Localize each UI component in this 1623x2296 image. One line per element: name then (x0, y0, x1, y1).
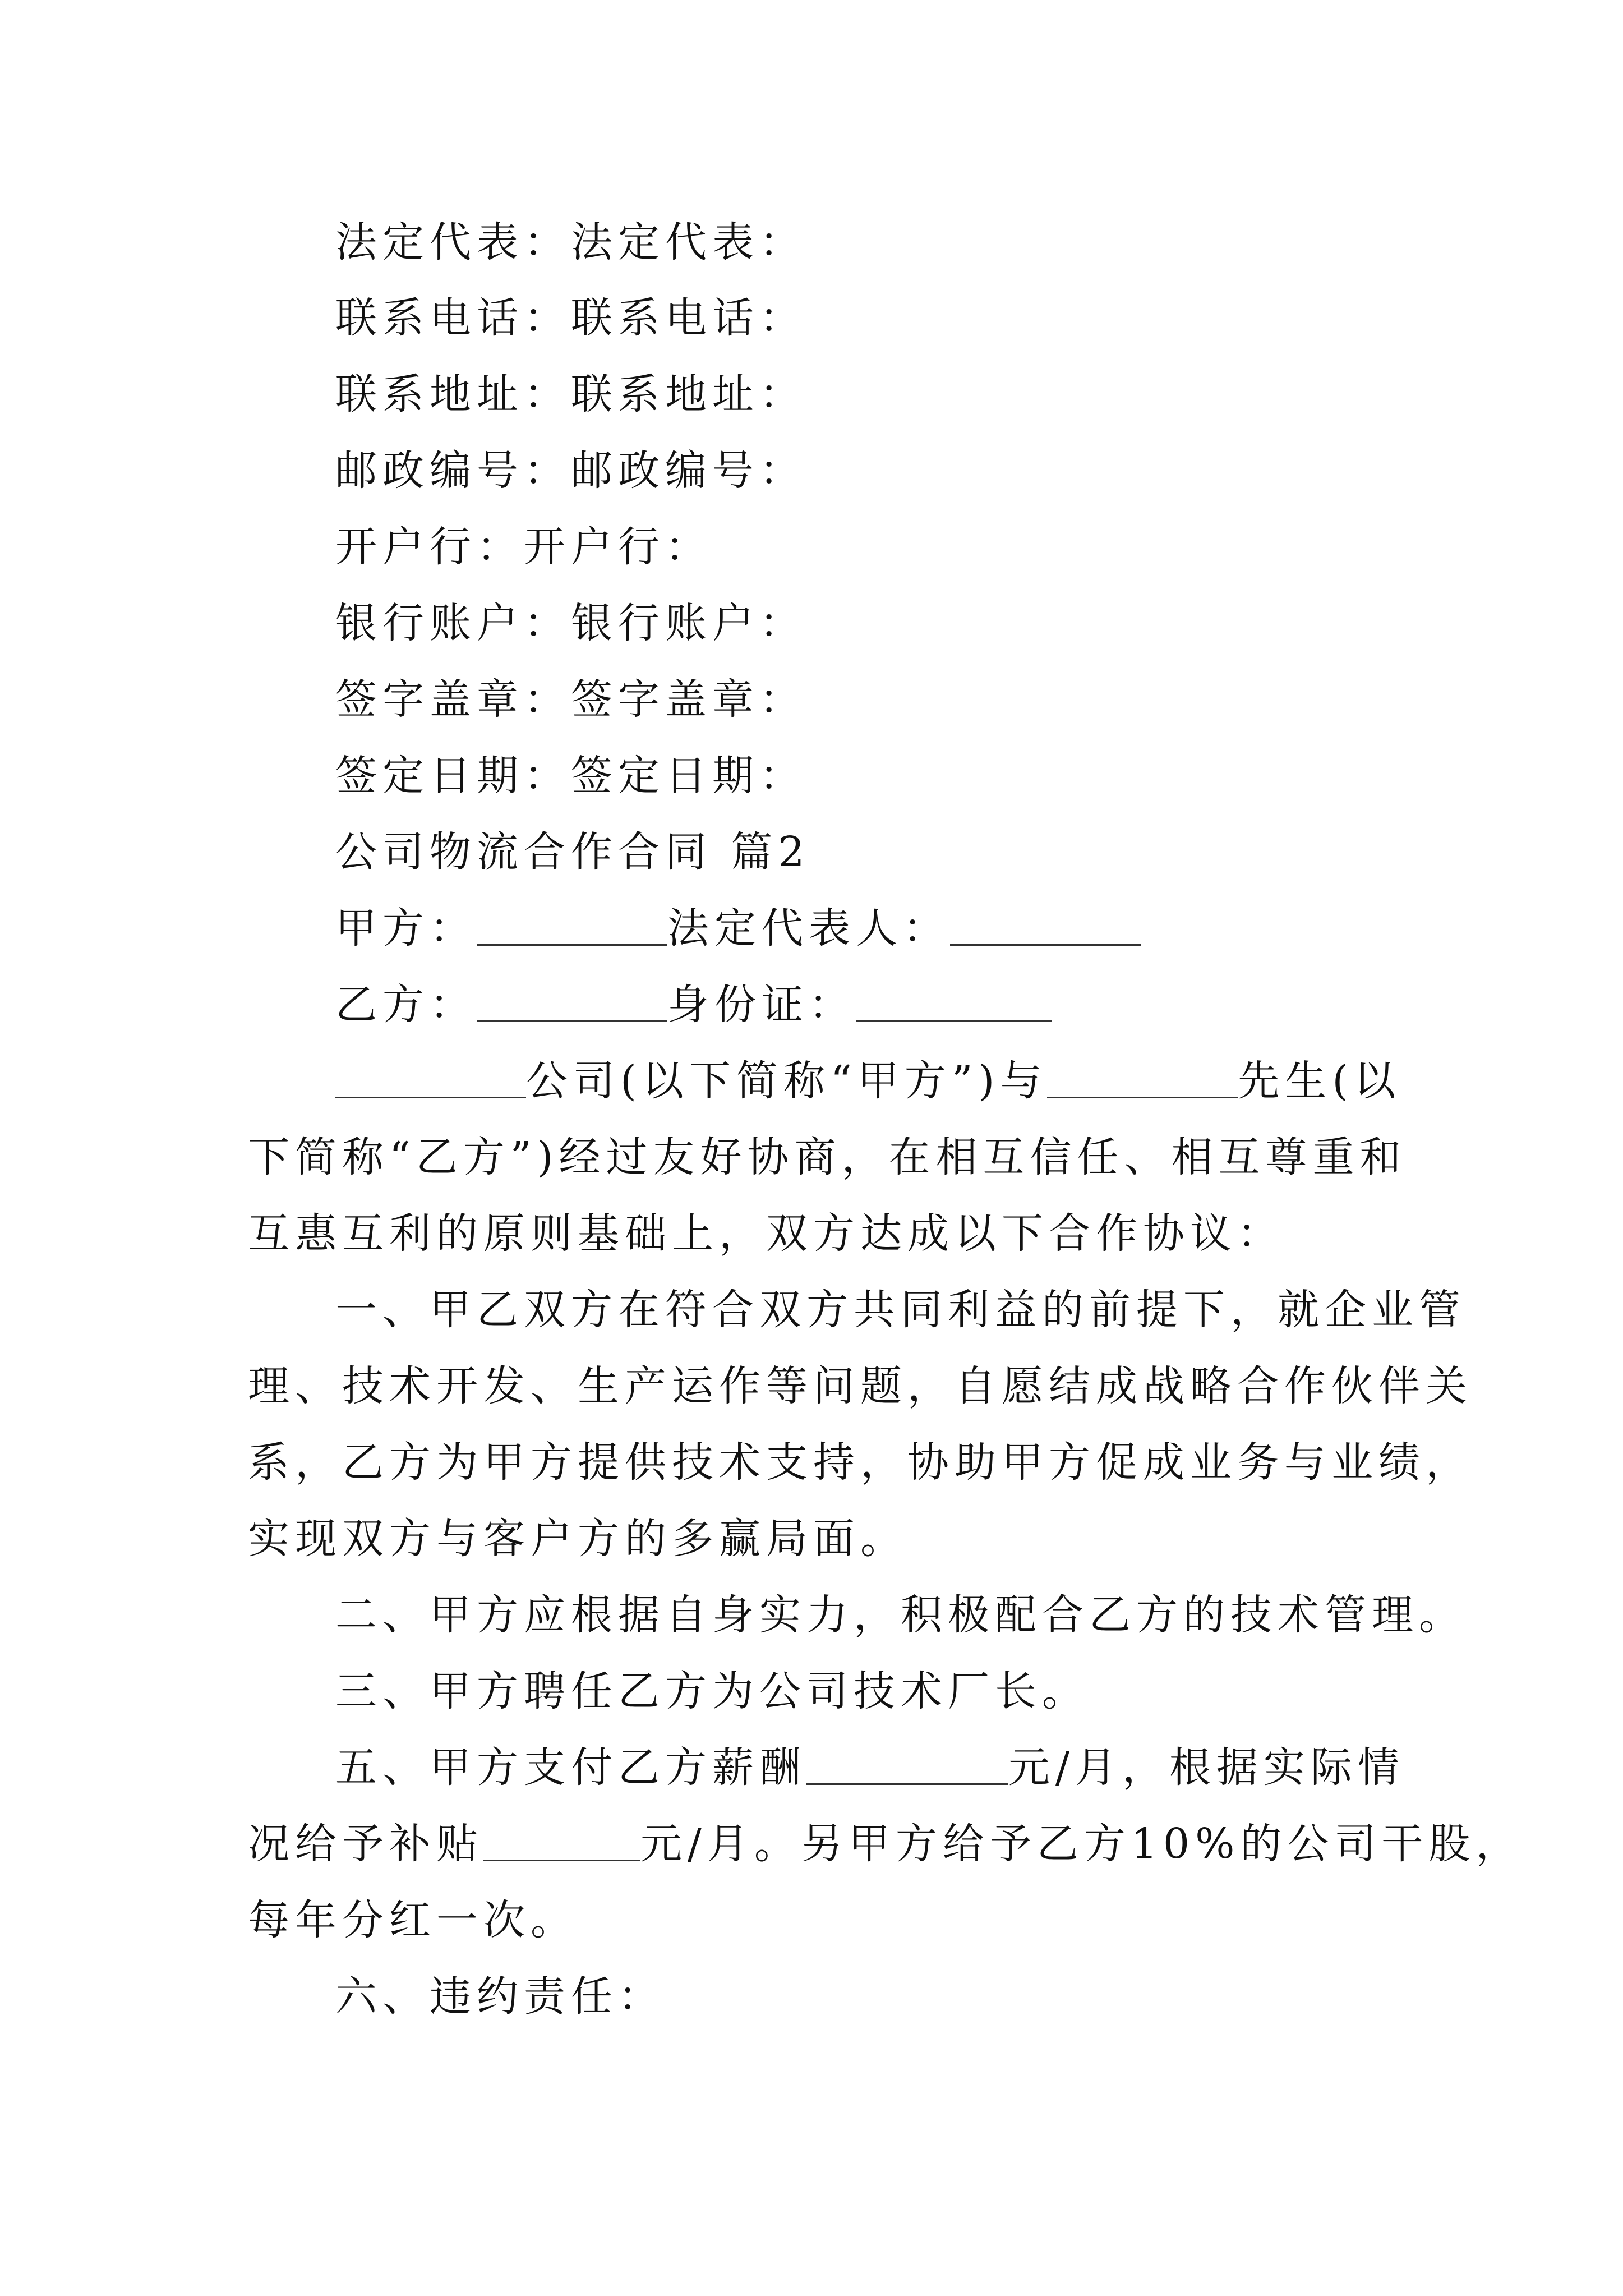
mr-name-blank (1047, 1097, 1238, 1098)
clause-3: 三、甲方聘任乙方为公司技术厂长。 (335, 1667, 1089, 1715)
signature-line-address: 联系地址：联系地址： (335, 370, 806, 418)
signature-line-bank: 开户行：开户行： (335, 523, 712, 571)
party-b-label: 乙方： (335, 981, 477, 1029)
subsidy-blank (483, 1860, 640, 1861)
signature-line-date: 签定日期：签定日期： (335, 752, 806, 800)
signature-line-legal-rep: 法定代表：法定代表： (335, 218, 806, 266)
preamble-line-3: 互惠互利的原则基础上，双方达成以下合作协议： (248, 1209, 1284, 1258)
preamble-line-1 (335, 1057, 1401, 1105)
clause-5-part-2: 元/月，根据实际情 (1008, 1743, 1405, 1792)
signature-line-postcode: 邮政编号：邮政编号： (335, 447, 806, 495)
party-a-rep-blank (950, 944, 1141, 946)
clause-5-line-2-part-2: 元/月。另甲方给予乙方10%的公司干股， (640, 1820, 1523, 1868)
party-a-rep-label: 法定代表人： (667, 904, 950, 953)
signature-line-account: 银行账户：银行账户： (335, 599, 806, 647)
preamble-line-2: 下简称“乙方”)经过友好协商，在相互信任、相互尊重和 (248, 1133, 1407, 1181)
preamble-part-1: 公司(以下简称“甲方”)与 (526, 1057, 1048, 1105)
preamble-part-2: 先生(以 (1238, 1057, 1401, 1105)
clause-5-line-1 (335, 1743, 1405, 1792)
salary-blank (806, 1783, 1008, 1785)
clause-5-part-1: 五、甲方支付乙方薪酬 (335, 1743, 806, 1792)
party-b-name-blank (477, 1020, 667, 1022)
signature-line-phone: 联系电话：联系电话： (335, 294, 806, 342)
party-a-line (335, 904, 1141, 953)
company-name-blank (335, 1097, 526, 1098)
signature-line-seal: 签字盖章：签字盖章： (335, 675, 806, 724)
clause-1-line-1: 一、甲乙双方在符合双方共同利益的前提下，就企业管 (335, 1286, 1466, 1334)
party-a-name-blank (477, 944, 667, 946)
clause-5-line-2-part-1: 况给予补贴 (248, 1820, 483, 1868)
party-b-id-label: 身份证： (667, 981, 856, 1029)
party-b-line (335, 981, 1052, 1029)
clause-6: 六、违约责任： (335, 1972, 665, 2021)
party-a-label: 甲方： (335, 904, 477, 953)
clause-1-line-2: 理、技术开发、生产运作等问题，自愿结成战略合作伙伴关 (248, 1362, 1473, 1410)
party-b-id-blank (856, 1020, 1052, 1022)
clause-1-line-3: 系，乙方为甲方提供技术支持，协助甲方促成业务与业绩， (248, 1438, 1473, 1487)
clause-1-line-4: 实现双方与客户方的多赢局面。 (248, 1515, 907, 1563)
clause-2: 二、甲方应根据自身实力，积极配合乙方的技术管理。 (335, 1591, 1466, 1639)
section-heading: 公司物流合作合同 篇2 (335, 828, 810, 876)
clause-5-line-2 (248, 1820, 1523, 1868)
clause-5-line-3: 每年分红一次。 (248, 1896, 578, 1944)
